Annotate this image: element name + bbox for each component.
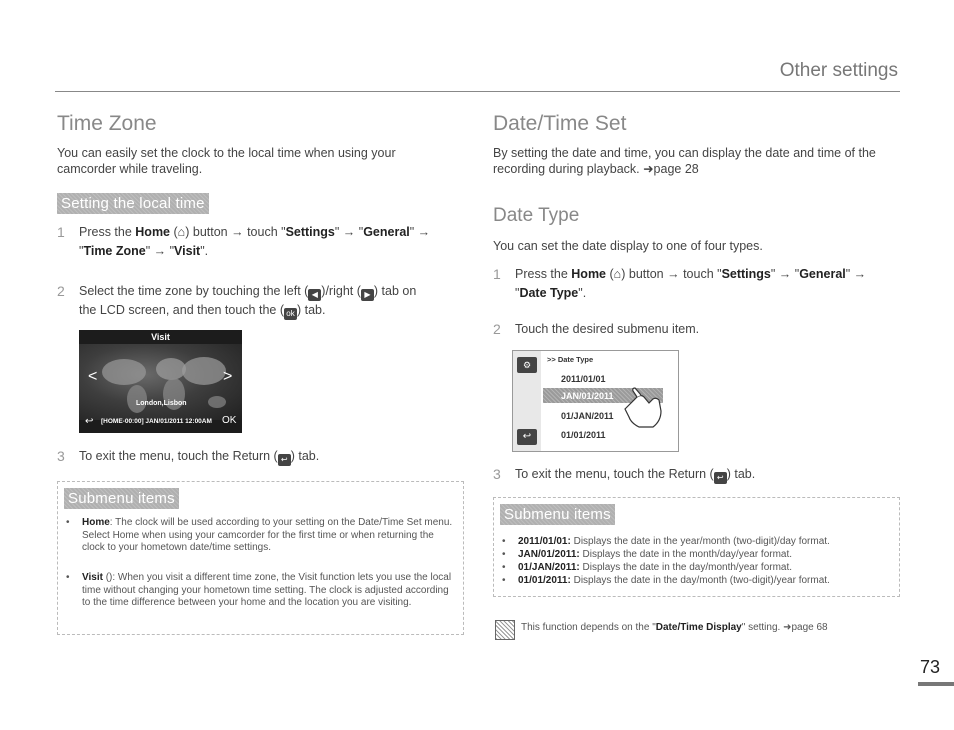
step-text: ) tab on bbox=[373, 284, 417, 298]
step-text: button → touch " bbox=[625, 267, 722, 281]
note-keyword: Date/Time Display bbox=[655, 622, 742, 633]
step-text: ) tab. bbox=[297, 303, 326, 317]
step-text: " → bbox=[409, 225, 431, 239]
return-icon: ↩ bbox=[714, 472, 727, 484]
step-number: 2 bbox=[57, 283, 65, 299]
date-type-heading: Date Type bbox=[493, 205, 580, 226]
right-arrow-icon: ▶ bbox=[361, 289, 374, 301]
settings-keyword: Settings bbox=[721, 267, 771, 281]
step-number: 1 bbox=[493, 266, 501, 282]
submenu-item bbox=[502, 575, 894, 589]
item-label: 01/JAN/2011: bbox=[518, 562, 580, 573]
submenu-banner: Submenu items bbox=[500, 504, 615, 525]
left-step-2 bbox=[57, 282, 477, 322]
date-option-selected[interactable]: JAN/01/2011 bbox=[561, 391, 614, 401]
bullet: • bbox=[66, 517, 70, 528]
date-time-intro: By setting the date and time, you can display the date and time of the recording during playback. ➜page 28 bbox=[493, 146, 876, 176]
step-text: Press the bbox=[515, 267, 572, 281]
ok-icon: ok bbox=[284, 308, 297, 320]
time-zone-intro: You can easily set the clock to the local time when using your camcorder while traveling. bbox=[57, 146, 396, 176]
note-icon bbox=[495, 620, 515, 640]
submenu-item-home bbox=[66, 517, 458, 575]
home-description: : The clock will be used according to your setting on the Date/Time Set menu. Select Home when using your camcorder for the first time or when returning the clock to your hometown date/time settings. bbox=[82, 517, 453, 553]
touch-hand-icon bbox=[619, 387, 665, 431]
world-map-graphic bbox=[79, 344, 242, 420]
bullet: • bbox=[502, 536, 506, 547]
location-label: London,Lisbon bbox=[136, 400, 187, 407]
return-icon[interactable]: ↩ bbox=[85, 416, 94, 427]
visit-screen bbox=[79, 330, 242, 433]
home-keyword: Home bbox=[135, 225, 171, 239]
item-description: Displays the date in the day/month (two-digit)/year format. bbox=[570, 575, 830, 586]
step-text: the LCD screen, and then touch the ( bbox=[79, 303, 284, 317]
header-divider bbox=[55, 91, 900, 92]
time-zone-keyword: Time Zone bbox=[83, 244, 146, 258]
screen-left-arrow[interactable]: < bbox=[88, 368, 98, 385]
note-text bbox=[521, 622, 901, 635]
date-type-screen bbox=[512, 350, 679, 452]
home-label: Home bbox=[82, 517, 110, 528]
item-label: JAN/01/2011: bbox=[518, 549, 580, 560]
step-text: " → " bbox=[145, 244, 175, 258]
submenu-item-visit bbox=[66, 572, 458, 630]
general-keyword: General bbox=[363, 225, 410, 239]
visit-label: Visit bbox=[82, 572, 103, 583]
home-icon: ⌂ bbox=[613, 267, 622, 281]
note-text-part: This function depends on the " bbox=[521, 622, 656, 633]
left-submenu-box bbox=[57, 481, 464, 635]
return-icon[interactable]: ↩ bbox=[517, 429, 537, 445]
right-submenu-box bbox=[493, 497, 900, 597]
bullet: • bbox=[502, 562, 506, 573]
item-label: 01/01/2011: bbox=[518, 575, 571, 586]
section-title: Other settings bbox=[779, 60, 898, 81]
settings-keyword: Settings bbox=[285, 225, 335, 239]
visit-status: [HOME-00:00] JAN/01/2011 12:00AM bbox=[101, 418, 212, 425]
date-option[interactable]: 01/JAN/2011 bbox=[561, 411, 614, 421]
page-number-bar bbox=[918, 682, 954, 686]
bullet: • bbox=[502, 549, 506, 560]
step-text: ". bbox=[200, 244, 209, 258]
item-description: Displays the date in the year/month (two-digit)/day format. bbox=[570, 536, 830, 547]
date-type-screen-header: >> Date Type bbox=[547, 355, 594, 364]
general-keyword: General bbox=[799, 267, 846, 281]
item-description: Displays the date in the month/day/year format. bbox=[579, 549, 793, 560]
step-text: " bbox=[515, 286, 520, 300]
submenu-banner: Submenu items bbox=[64, 488, 179, 509]
step-number: 1 bbox=[57, 224, 65, 240]
bullet: • bbox=[502, 575, 506, 586]
date-type-keyword: Date Type bbox=[519, 286, 579, 300]
step-text: ) tab. bbox=[726, 467, 756, 481]
step-text: ) tab. bbox=[290, 449, 320, 463]
home-icon: ⌂ bbox=[177, 225, 186, 239]
setting-local-time-banner: Setting the local time bbox=[57, 193, 209, 214]
time-zone-heading: Time Zone bbox=[57, 112, 157, 135]
step-number: 3 bbox=[57, 448, 65, 464]
bullet: • bbox=[66, 572, 70, 583]
menu-icon[interactable]: ⚙ bbox=[517, 357, 537, 373]
visit-screen-title: Visit bbox=[151, 332, 170, 342]
left-arrow-icon: ◀ bbox=[308, 289, 321, 301]
step-text: Select the time zone by touching the left ( bbox=[79, 284, 309, 298]
step-text: " → " bbox=[770, 267, 800, 281]
step-text: " bbox=[79, 244, 84, 258]
ok-button[interactable]: OK bbox=[222, 415, 237, 426]
submenu-item bbox=[502, 562, 894, 576]
return-icon: ↩ bbox=[278, 454, 291, 466]
visit-description: (): When you visit a different time zone, the Visit function lets you use the local time without changing your hometown time setting. The clock is adjusted according to the time difference between your home and the location you are visiting. bbox=[82, 572, 452, 608]
step-text: button → touch " bbox=[189, 225, 286, 239]
right-step-1: 1 Press the Home (⌂) button → touch "Settings" → "General" → "Date Type". bbox=[493, 266, 867, 300]
note-text-part: " setting. ➜page 68 bbox=[741, 622, 828, 633]
step-text: Touch the desired submenu item. bbox=[515, 322, 700, 336]
date-type-intro: You can set the date display to one of four types. bbox=[493, 239, 763, 253]
screen-right-arrow[interactable]: > bbox=[223, 368, 233, 385]
step-text: To exit the menu, touch the Return ( bbox=[79, 449, 278, 463]
step-text: " → bbox=[845, 267, 867, 281]
right-step-3 bbox=[493, 465, 903, 485]
date-option[interactable]: 01/01/2011 bbox=[561, 430, 606, 440]
right-step-2 bbox=[493, 320, 903, 340]
left-step-3 bbox=[57, 447, 477, 467]
step-number: 3 bbox=[493, 466, 501, 482]
item-label: 2011/01/01: bbox=[518, 536, 571, 547]
step-text: To exit the menu, touch the Return ( bbox=[515, 467, 714, 481]
home-keyword: Home bbox=[571, 267, 607, 281]
date-option[interactable]: 2011/01/01 bbox=[561, 374, 606, 384]
step-text: )/right ( bbox=[321, 284, 361, 298]
left-step-1: 1 Press the Home (⌂) button → touch "Settings" → "General" → "Time Zone" → "Visit". bbox=[57, 224, 431, 258]
world-map bbox=[79, 344, 242, 420]
step-text: ". bbox=[578, 286, 587, 300]
page-number: 73 bbox=[919, 657, 940, 677]
step-text: " → " bbox=[334, 225, 364, 239]
step-text: Press the bbox=[79, 225, 136, 239]
date-time-set-heading: Date/Time Set bbox=[493, 112, 627, 135]
visit-keyword: Visit bbox=[174, 244, 201, 258]
submenu-item bbox=[502, 536, 894, 550]
item-description: Displays the date in the day/month/year format. bbox=[579, 562, 793, 573]
step-number: 2 bbox=[493, 321, 501, 337]
submenu-item bbox=[502, 549, 894, 563]
